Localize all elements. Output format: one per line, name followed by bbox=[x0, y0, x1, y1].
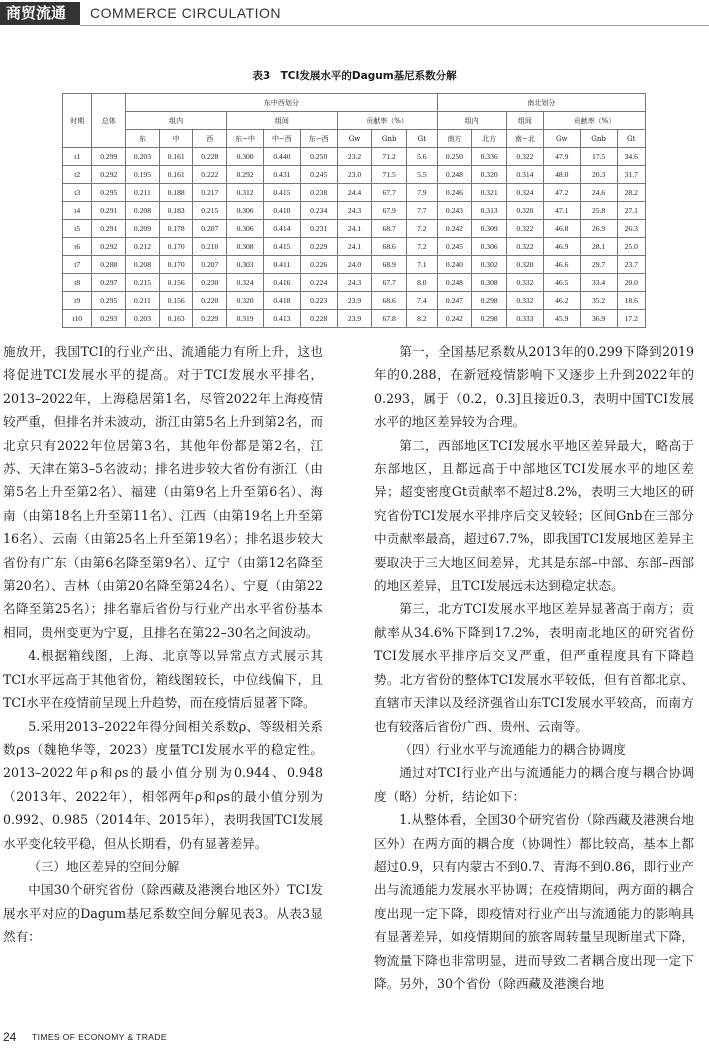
table-cell: 23.2 bbox=[337, 148, 372, 166]
table-cell: 0.314 bbox=[507, 166, 544, 184]
th-sub: 中−西 bbox=[263, 130, 300, 148]
table-cell: 28.2 bbox=[617, 184, 646, 202]
table-cell: 0.212 bbox=[126, 238, 160, 256]
table-cell: 0.308 bbox=[227, 238, 264, 256]
table-row bbox=[63, 184, 646, 202]
table-cell: 0.217 bbox=[193, 184, 227, 202]
table-cell: 0.230 bbox=[193, 274, 227, 292]
paragraph: 4.根据箱线图，上海、北京等以异常点方式展示其TCI水平远高于其他省份，箱线图较长，中位线偏下，且TCI水平在疫情前呈现上升趋势，而在疫情后显著下降。 bbox=[3, 648, 323, 711]
paragraph: 施放开，我国TCI的行业产出、流通能力有所上升，这也将促进TCI发展水平的提高。对于TCI发展水平排名，2013–2022年，上海稳居第1名，尽管2022年上海疫情较严重，但排名并未波动，浙江由第5名上升到第2名，而北京只有2022年位居第3名，其他年份都是第2名，江苏、天津在第3–5名波动；排名进步较大省份有浙江（由第5名上升至第2名）、福建（由第9名上升至第6名）、海南（由第18名上升至第11名）、江西（由第19名上升至第16名）、云南（由第25名上升至第19名）；排名退步较大省份有广东（由第6名降至第9名）、辽宁（由第12名降至第20名）、吉林（由第20名降至第24名）、宁夏（由第22名降至第25名）；排名靠后省份与行业产出水平省份基本相同，贵州变更为宁夏，且排名在第22–30名之间波动。 bbox=[3, 344, 323, 640]
table-cell: 0.415 bbox=[263, 184, 300, 202]
table-cell: 0.336 bbox=[472, 148, 507, 166]
table-cell: 0.242 bbox=[437, 310, 472, 328]
th-sub: Gnb bbox=[372, 130, 407, 148]
table-cell: t8 bbox=[63, 274, 92, 292]
table-cell: 27.1 bbox=[617, 202, 646, 220]
table-cell: 0.293 bbox=[92, 310, 126, 328]
table-cell: 46.6 bbox=[543, 256, 580, 274]
table-cell: 0.170 bbox=[159, 238, 193, 256]
table-cell: 24.3 bbox=[337, 202, 372, 220]
table-cell: 0.291 bbox=[92, 202, 126, 220]
table-row bbox=[63, 274, 646, 292]
table-cell: 0.298 bbox=[472, 310, 507, 328]
table-cell: 0.324 bbox=[507, 184, 544, 202]
table-cell: 68.7 bbox=[372, 220, 407, 238]
table-cell: 0.309 bbox=[472, 220, 507, 238]
table-cell: 68.9 bbox=[372, 256, 407, 274]
table-cell: 46.5 bbox=[543, 274, 580, 292]
table-cell: 0.431 bbox=[263, 166, 300, 184]
table-cell: 0.320 bbox=[227, 292, 264, 310]
table-cell: 0.245 bbox=[300, 166, 337, 184]
table-cell: 26.3 bbox=[617, 220, 646, 238]
table-cell: 0.302 bbox=[472, 256, 507, 274]
table-cell: 0.288 bbox=[92, 256, 126, 274]
table-cell: 0.247 bbox=[437, 292, 472, 310]
table-cell: 0.210 bbox=[193, 238, 227, 256]
table-cell: 0.292 bbox=[92, 166, 126, 184]
table-cell: 23.7 bbox=[617, 256, 646, 274]
table-cell: t1 bbox=[63, 148, 92, 166]
table-cell: 0.414 bbox=[263, 220, 300, 238]
table-cell: 31.7 bbox=[617, 166, 646, 184]
table-cell: 0.234 bbox=[300, 202, 337, 220]
table-cell: 0.222 bbox=[193, 166, 227, 184]
section-heading: （四）行业水平与流通能力的耦合协调度 bbox=[399, 741, 626, 757]
table-cell: 36.9 bbox=[580, 310, 617, 328]
table-cell: 0.156 bbox=[159, 274, 193, 292]
th-east-mid-west: 东中西划分 bbox=[126, 94, 437, 112]
table-row bbox=[63, 292, 646, 310]
table-cell: 0.178 bbox=[159, 220, 193, 238]
table-cell: 34.6 bbox=[617, 148, 646, 166]
table-cell: 0.292 bbox=[92, 238, 126, 256]
table-cell: 0.238 bbox=[300, 184, 337, 202]
table-cell: 0.320 bbox=[507, 202, 544, 220]
table-cell: 0.410 bbox=[263, 202, 300, 220]
table-cell: 0.332 bbox=[507, 274, 544, 292]
table-cell: 0.322 bbox=[507, 238, 544, 256]
table-cell: 20.0 bbox=[617, 274, 646, 292]
table-cell: 0.333 bbox=[507, 310, 544, 328]
table-cell: 0.319 bbox=[227, 310, 264, 328]
table-cell: 67.8 bbox=[372, 310, 407, 328]
table-cell: 0.207 bbox=[193, 256, 227, 274]
table-cell: 0.215 bbox=[193, 202, 227, 220]
table-cell: 24.3 bbox=[337, 274, 372, 292]
th-sub: Gnb bbox=[580, 130, 617, 148]
table-cell: 7.4 bbox=[407, 292, 438, 310]
table-cell: 5.5 bbox=[407, 166, 438, 184]
table-cell: 46.2 bbox=[543, 292, 580, 310]
table-cell: 0.183 bbox=[159, 202, 193, 220]
table-cell: 0.156 bbox=[159, 292, 193, 310]
table-cell: 25.0 bbox=[617, 238, 646, 256]
table-cell: 35.2 bbox=[580, 292, 617, 310]
table-cell: 0.195 bbox=[126, 166, 160, 184]
table-cell: 0.170 bbox=[159, 256, 193, 274]
th-sub: 东 bbox=[126, 130, 160, 148]
table-cell: 0.231 bbox=[300, 220, 337, 238]
th-north-south: 南北划分 bbox=[437, 94, 645, 112]
paragraph: 第三，北方TCI发展水平地区差异显著高于南方；贡献率从34.6%下降到17.2%，表明南北地区的研究省份TCI发展水平排序后交叉严重，但严重程度具有下降趋势。北方省份的整体TCI发展水平较低，但有首都北京、直辖市天津以及经济强省山东TCI发展水平较高，而南方也有较落后省份广西、贵州、云南等。 bbox=[374, 601, 694, 734]
th-sub: 西 bbox=[193, 130, 227, 148]
table-cell: 67.7 bbox=[372, 184, 407, 202]
table-cell: 0.245 bbox=[437, 238, 472, 256]
table-cell: 29.7 bbox=[580, 256, 617, 274]
table-cell: 7.2 bbox=[407, 238, 438, 256]
table-cell: 0.248 bbox=[437, 274, 472, 292]
header-rule bbox=[80, 25, 709, 26]
table-cell: 46.9 bbox=[543, 238, 580, 256]
table-cell: 0.163 bbox=[159, 310, 193, 328]
magazine-name: TIMES OF ECONOMY & TRADE bbox=[32, 1032, 167, 1042]
th-ns-within: 组内 bbox=[437, 112, 506, 130]
table-cell: 0.303 bbox=[227, 256, 264, 274]
table-row bbox=[63, 256, 646, 274]
table-cell: t2 bbox=[63, 166, 92, 184]
table-cell: 24.4 bbox=[337, 184, 372, 202]
paragraph: 第一，全国基尼系数从2013年的0.299下降到2019年的0.288，在新冠疫情影响下又逐步上升到2022年的0.293，属于（0.2，0.3]且接近0.3，表明中国TCI发展水平的地区差异较为合理。 bbox=[374, 344, 694, 430]
table-cell: 0.228 bbox=[300, 310, 337, 328]
th-sub: Gt bbox=[617, 130, 646, 148]
table-row bbox=[63, 166, 646, 184]
table-cell: 45.9 bbox=[543, 310, 580, 328]
paragraph: 第二，西部地区TCI发展水平地区差异最大，略高于东部地区，且都远高于中部地区TCI发展水平的地区差异；超变密度Gt贡献率不超过8.2%，表明三大地区的研究省份TCI发展水平排序后交叉较轻；区间Gnb在三部分中贡献率最高，超过67.7%，即我国TCI发展地区差异主要取决于三大地区间差异，尤其是东部–中部、东部–西部的地区差异，且TCI发展远未达到稳定状态。 bbox=[374, 437, 694, 594]
paragraph: 5.采用2013–2022年得分间相关系数ρ、等级相关系数ρs（魏艳华等，2023）度量TCI发展水平的稳定性。2013–2022年ρ和ρs的最小值分别为0.944、0.948（2013年、2022年），相邻两年ρ和ρs的最小值分别为0.992、0.985（2014年、2015年），表明我国TCI发展水平变化较平稳，但从长期看，仍有显著差异。 bbox=[3, 718, 323, 851]
table-cell: 17.2 bbox=[617, 310, 646, 328]
table-cell: 0.229 bbox=[300, 238, 337, 256]
table-cell: 0.292 bbox=[227, 166, 264, 184]
gini-table bbox=[62, 93, 646, 328]
th-ns-between: 组间 bbox=[507, 112, 544, 130]
table-cell: 0.313 bbox=[472, 202, 507, 220]
th-total: 总体 bbox=[92, 94, 126, 148]
table-cell: 23.9 bbox=[337, 310, 372, 328]
table-cell: 0.415 bbox=[263, 238, 300, 256]
th-ew-between: 组间 bbox=[227, 112, 337, 130]
column-title-cn: 商贸流通 bbox=[0, 2, 80, 25]
table-cell: 0.418 bbox=[263, 292, 300, 310]
table-cell: 0.298 bbox=[472, 292, 507, 310]
table-cell: 17.5 bbox=[580, 148, 617, 166]
table-cell: 0.224 bbox=[300, 274, 337, 292]
table-cell: 0.306 bbox=[227, 202, 264, 220]
table-cell: 0.215 bbox=[126, 274, 160, 292]
table-cell: 0.208 bbox=[126, 202, 160, 220]
table-cell: 0.324 bbox=[227, 274, 264, 292]
table-cell: 0.250 bbox=[300, 148, 337, 166]
table-cell: 23.9 bbox=[337, 292, 372, 310]
th-sub: 中 bbox=[159, 130, 193, 148]
table-cell: 0.320 bbox=[507, 256, 544, 274]
table-cell: 0.308 bbox=[472, 274, 507, 292]
table-cell: 26.9 bbox=[580, 220, 617, 238]
table-cell: 0.413 bbox=[263, 310, 300, 328]
table-cell: 25.8 bbox=[580, 202, 617, 220]
table-cell: 0.211 bbox=[126, 292, 160, 310]
paragraph: 通过对TCI行业产出与流通能力的耦合度与耦合协调度（略）分析，结论如下： bbox=[374, 765, 694, 804]
table-cell: 8.0 bbox=[407, 274, 438, 292]
table-cell: 0.211 bbox=[126, 184, 160, 202]
table-cell: 0.295 bbox=[92, 184, 126, 202]
table-cell: 0.411 bbox=[263, 256, 300, 274]
table-cell: 0.220 bbox=[193, 292, 227, 310]
table-cell: 33.4 bbox=[580, 274, 617, 292]
table-cell: 71.5 bbox=[372, 166, 407, 184]
table-cell: 28.1 bbox=[580, 238, 617, 256]
table-cell: 7.1 bbox=[407, 256, 438, 274]
table-cell: 71.2 bbox=[372, 148, 407, 166]
paragraph: 中国30个研究省份（除西藏及港澳台地区外）TCI发展水平对应的Dagum基尼系数空间分解见表3。从表3显然有： bbox=[3, 882, 323, 945]
table-cell: 0.312 bbox=[227, 184, 264, 202]
th-sub: 东−中 bbox=[227, 130, 264, 148]
th-sub: Gw bbox=[337, 130, 372, 148]
table-row bbox=[63, 148, 646, 166]
table-cell: 0.209 bbox=[126, 220, 160, 238]
table-cell: 0.246 bbox=[437, 184, 472, 202]
th-ew-contrib: 贡献率（%） bbox=[337, 112, 437, 130]
page-footer bbox=[0, 1028, 709, 1048]
table-cell: 0.299 bbox=[92, 148, 126, 166]
table-cell: 0.322 bbox=[507, 220, 544, 238]
table-cell: 68.6 bbox=[372, 292, 407, 310]
table-cell: t3 bbox=[63, 184, 92, 202]
table-cell: 47.9 bbox=[543, 148, 580, 166]
table-cell: 0.297 bbox=[92, 274, 126, 292]
table-cell: 24.6 bbox=[580, 184, 617, 202]
table-cell: t6 bbox=[63, 238, 92, 256]
table-cell: 7.2 bbox=[407, 220, 438, 238]
table-cell: 0.300 bbox=[227, 148, 264, 166]
table-cell: 67.9 bbox=[372, 202, 407, 220]
table-cell: 0.243 bbox=[437, 202, 472, 220]
page-number: 24 bbox=[3, 1030, 17, 1044]
table-cell: 24.1 bbox=[337, 220, 372, 238]
th-ew-within: 组内 bbox=[126, 112, 227, 130]
table-row bbox=[63, 220, 646, 238]
table-cell: 0.322 bbox=[507, 148, 544, 166]
table-cell: t5 bbox=[63, 220, 92, 238]
table-cell: 0.440 bbox=[263, 148, 300, 166]
table-row bbox=[63, 238, 646, 256]
th-sub: 北方 bbox=[472, 130, 507, 148]
table-cell: 0.416 bbox=[263, 274, 300, 292]
table-cell: 0.188 bbox=[159, 184, 193, 202]
table-cell: 0.203 bbox=[126, 310, 160, 328]
table-cell: t4 bbox=[63, 202, 92, 220]
table-cell: 0.248 bbox=[437, 166, 472, 184]
left-column bbox=[3, 340, 323, 949]
table-cell: 0.332 bbox=[507, 292, 544, 310]
table-cell: 0.223 bbox=[300, 292, 337, 310]
th-sub: 东−西 bbox=[300, 130, 337, 148]
table-cell: t10 bbox=[63, 310, 92, 328]
table-cell: 67.7 bbox=[372, 274, 407, 292]
table-cell: 47.2 bbox=[543, 184, 580, 202]
table-cell: 0.226 bbox=[300, 256, 337, 274]
th-sub: Gt bbox=[407, 130, 438, 148]
table-cell: 0.203 bbox=[126, 148, 160, 166]
column-title-en: COMMERCE CIRCULATION bbox=[90, 5, 281, 21]
table-cell: 18.6 bbox=[617, 292, 646, 310]
th-ns-contrib: 贡献率（%） bbox=[543, 112, 645, 130]
page-header bbox=[0, 0, 709, 27]
table-cell: 0.250 bbox=[437, 148, 472, 166]
right-column bbox=[374, 340, 694, 995]
table-cell: 0.228 bbox=[193, 148, 227, 166]
table-cell: 0.306 bbox=[227, 220, 264, 238]
table-cell: 5.6 bbox=[407, 148, 438, 166]
paragraph: 1.从整体看，全国30个研究省份（除西藏及港澳台地区外）在两方面的耦合度（协调性）都比较高，基本上都超过0.9，只有内蒙古不到0.7、青海不到0.86，即行业产出与流通能力发展水平协调；在疫情期间，两方面的耦合度出现一定下降，即疫情对行业产出与流通能力的影响具有显著差异，如疫情期间的旅客周转量呈现断崖式下降，物流量下降也非常明显，进而导致二者耦合度出现一定下降。另外，30个省份（除西藏及港澳台地 bbox=[374, 812, 694, 991]
table-cell: 0.291 bbox=[92, 220, 126, 238]
table-cell: 46.8 bbox=[543, 220, 580, 238]
table-cell: 0.208 bbox=[126, 256, 160, 274]
table-cell: 8.2 bbox=[407, 310, 438, 328]
section-heading: （三）地区差异的空间分解 bbox=[28, 858, 180, 874]
th-sub: Gw bbox=[543, 130, 580, 148]
table-row bbox=[63, 310, 646, 328]
table-cell: 0.161 bbox=[159, 148, 193, 166]
table-cell: 20.3 bbox=[580, 166, 617, 184]
th-sub: 南−北 bbox=[507, 130, 544, 148]
table-cell: 0.207 bbox=[193, 220, 227, 238]
table-cell: 0.295 bbox=[92, 292, 126, 310]
table-cell: 7.9 bbox=[407, 184, 438, 202]
table-cell: 0.321 bbox=[472, 184, 507, 202]
table-cell: t7 bbox=[63, 256, 92, 274]
table-cell: 0.320 bbox=[472, 166, 507, 184]
table-cell: 0.229 bbox=[193, 310, 227, 328]
table-row bbox=[63, 202, 646, 220]
th-period: 时期 bbox=[63, 94, 92, 148]
table-cell: 23.0 bbox=[337, 166, 372, 184]
table-cell: 68.6 bbox=[372, 238, 407, 256]
table-cell: 7.7 bbox=[407, 202, 438, 220]
table-cell: 24.0 bbox=[337, 256, 372, 274]
table-cell: 0.306 bbox=[472, 238, 507, 256]
table-cell: t9 bbox=[63, 292, 92, 310]
table-caption: 表3 TCI发展水平的Dagum基尼系数分解 bbox=[252, 70, 457, 82]
table-cell: 24.1 bbox=[337, 238, 372, 256]
table-cell: 0.161 bbox=[159, 166, 193, 184]
table-cell: 47.1 bbox=[543, 202, 580, 220]
table-cell: 0.240 bbox=[437, 256, 472, 274]
table-cell: 0.242 bbox=[437, 220, 472, 238]
table-cell: 48.0 bbox=[543, 166, 580, 184]
th-sub: 南方 bbox=[437, 130, 472, 148]
